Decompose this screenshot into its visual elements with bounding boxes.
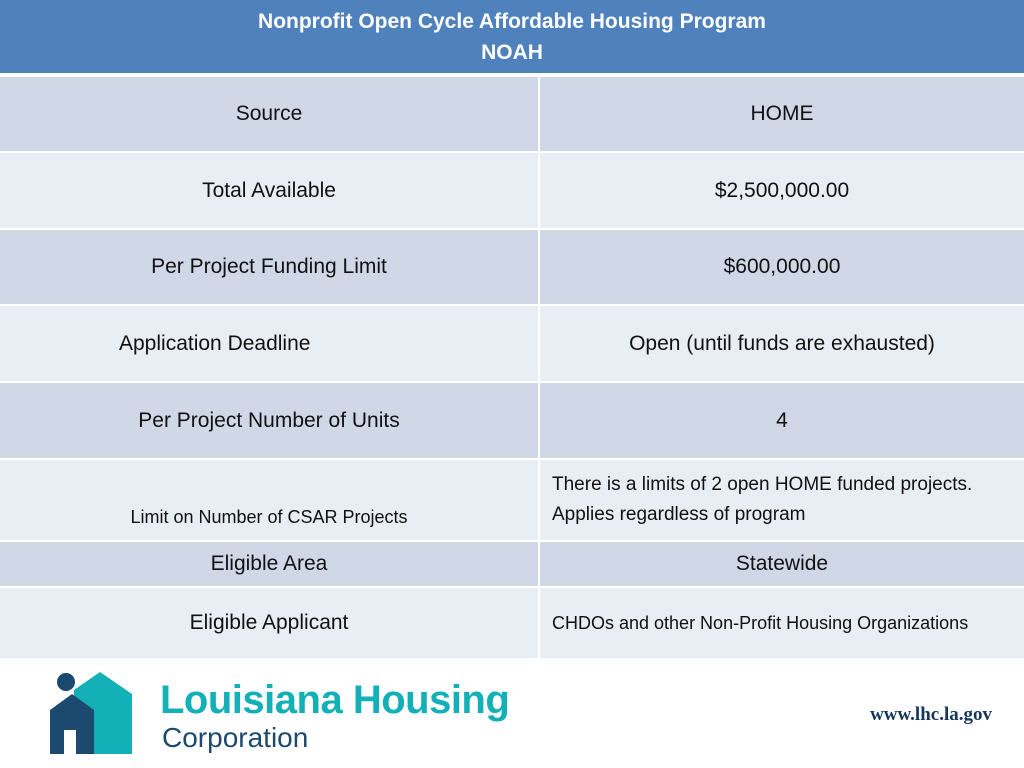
table-row (0, 460, 1024, 542)
row-value: Open (until funds are exhausted) (540, 306, 1024, 381)
slide-title: Nonprofit Open Cycle Affordable Housing Program (258, 9, 766, 33)
table-row (0, 588, 1024, 658)
slide-header (0, 0, 1024, 75)
row-label: Eligible Applicant (0, 588, 540, 658)
row-value: Statewide (540, 542, 1024, 586)
row-label: Application Deadline (0, 306, 540, 381)
table-row (0, 153, 1024, 230)
row-value (540, 460, 1024, 540)
row-value: $600,000.00 (540, 230, 1024, 304)
website-link[interactable]: www.lhc.la.gov (870, 704, 992, 725)
house-logo-icon (50, 672, 132, 754)
table-row (0, 77, 1024, 153)
row-label: Total Available (0, 153, 540, 228)
row-value: CHDOs and other Non-Profit Housing Organizations (540, 588, 1024, 658)
row-value: 4 (540, 383, 1024, 458)
row-label: Source (0, 77, 540, 151)
table-row (0, 542, 1024, 588)
row-value: $2,500,000.00 (540, 153, 1024, 228)
row-value-line1: There is a limits of 2 open HOME funded projects. (552, 474, 973, 495)
row-value: HOME (540, 77, 1024, 151)
logo-name-line1: Louisiana Housing (160, 678, 510, 722)
row-label: Limit on Number of CSAR Projects (0, 460, 540, 540)
row-value-line2: Applies regardless of program (552, 504, 806, 525)
program-table (0, 77, 1024, 658)
row-label: Eligible Area (0, 542, 540, 586)
table-row (0, 383, 1024, 460)
table-row (0, 230, 1024, 306)
slide-subtitle: NOAH (481, 40, 543, 64)
row-label: Per Project Funding Limit (0, 230, 540, 304)
table-row (0, 306, 1024, 383)
logo-name-line2: Corporation (162, 722, 309, 753)
row-label: Per Project Number of Units (0, 383, 540, 458)
